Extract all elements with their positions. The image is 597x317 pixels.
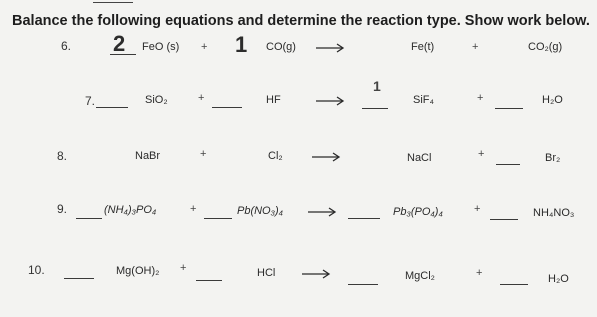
reaction-arrow bbox=[312, 152, 342, 162]
equation-row-6 bbox=[0, 31, 597, 64]
product-2: H₂O bbox=[542, 94, 563, 106]
reactant-2: CO(g) bbox=[266, 41, 296, 53]
plus-sign: + bbox=[472, 41, 479, 53]
top-rule bbox=[93, 2, 133, 3]
coefficient-answer: 1 bbox=[373, 78, 381, 94]
product-1: MgCl₂ bbox=[405, 270, 435, 282]
coefficient-blank bbox=[110, 54, 136, 55]
plus-sign: + bbox=[201, 41, 208, 53]
coefficient-blank bbox=[348, 284, 378, 285]
coefficient-blank bbox=[96, 107, 128, 108]
plus-sign: + bbox=[478, 148, 485, 160]
coefficient-blank bbox=[348, 218, 380, 219]
product-1: SiF₄ bbox=[413, 94, 434, 106]
worksheet-instruction: Balance the following equations and determine the reaction type. Show work below. bbox=[12, 13, 590, 29]
plus-sign: + bbox=[190, 203, 197, 215]
coefficient-blank bbox=[64, 278, 94, 279]
equation-row-8 bbox=[0, 142, 597, 172]
plus-sign: + bbox=[198, 92, 205, 104]
plus-sign: + bbox=[477, 92, 484, 104]
coefficient-blank bbox=[496, 164, 520, 165]
coefficient-blank bbox=[500, 284, 528, 285]
coefficient-blank bbox=[212, 107, 242, 108]
plus-sign: + bbox=[180, 262, 187, 274]
equation-number: 10. bbox=[28, 263, 45, 277]
product-2: CO₂(g) bbox=[528, 41, 563, 53]
coefficient-answer: 2 bbox=[113, 31, 126, 56]
reactant-2: HF bbox=[266, 94, 281, 106]
equation-number: 9. bbox=[57, 202, 68, 216]
reactant-2: Pb(NO₃)₄ bbox=[237, 205, 284, 217]
reactant-1: Mg(OH)₂ bbox=[116, 265, 160, 277]
product-1: NaCl bbox=[407, 152, 432, 164]
equation-row-10 bbox=[0, 262, 597, 292]
coefficient-answer: 1 bbox=[235, 32, 248, 57]
coefficient-blank bbox=[495, 108, 523, 109]
coefficient-blank bbox=[362, 108, 388, 109]
reaction-arrow bbox=[316, 96, 346, 106]
plus-sign: + bbox=[476, 267, 483, 279]
product-1: Pb₃(PO₄)₄ bbox=[393, 206, 443, 218]
equation-row-9 bbox=[0, 198, 597, 228]
plus-sign: + bbox=[200, 148, 207, 160]
reactant-2: HCl bbox=[257, 267, 276, 279]
reaction-arrow bbox=[302, 269, 332, 279]
reactant-1: SiO₂ bbox=[145, 94, 168, 106]
reaction-arrow bbox=[316, 43, 346, 53]
reactant-1: FeO (s) bbox=[142, 41, 180, 53]
product-1: Fe(t) bbox=[411, 41, 435, 53]
equation-number: 8. bbox=[57, 149, 68, 163]
product-2: H₂O bbox=[548, 273, 569, 285]
coefficient-blank bbox=[490, 219, 518, 220]
equation-number: 7. bbox=[85, 94, 96, 108]
coefficient-blank bbox=[76, 218, 102, 219]
reactant-1: (NH₄)₃PO₄ bbox=[104, 204, 157, 216]
plus-sign: + bbox=[474, 203, 481, 215]
reactant-2: Cl₂ bbox=[268, 150, 283, 162]
reactant-1: NaBr bbox=[135, 150, 161, 162]
equation-number: 6. bbox=[61, 39, 72, 53]
product-2: NH₄NO₃ bbox=[533, 207, 575, 219]
product-2: Br₂ bbox=[545, 152, 561, 164]
equation-row-7 bbox=[0, 78, 597, 116]
coefficient-blank bbox=[204, 218, 232, 219]
reaction-arrow bbox=[308, 207, 338, 217]
coefficient-blank bbox=[196, 280, 222, 281]
